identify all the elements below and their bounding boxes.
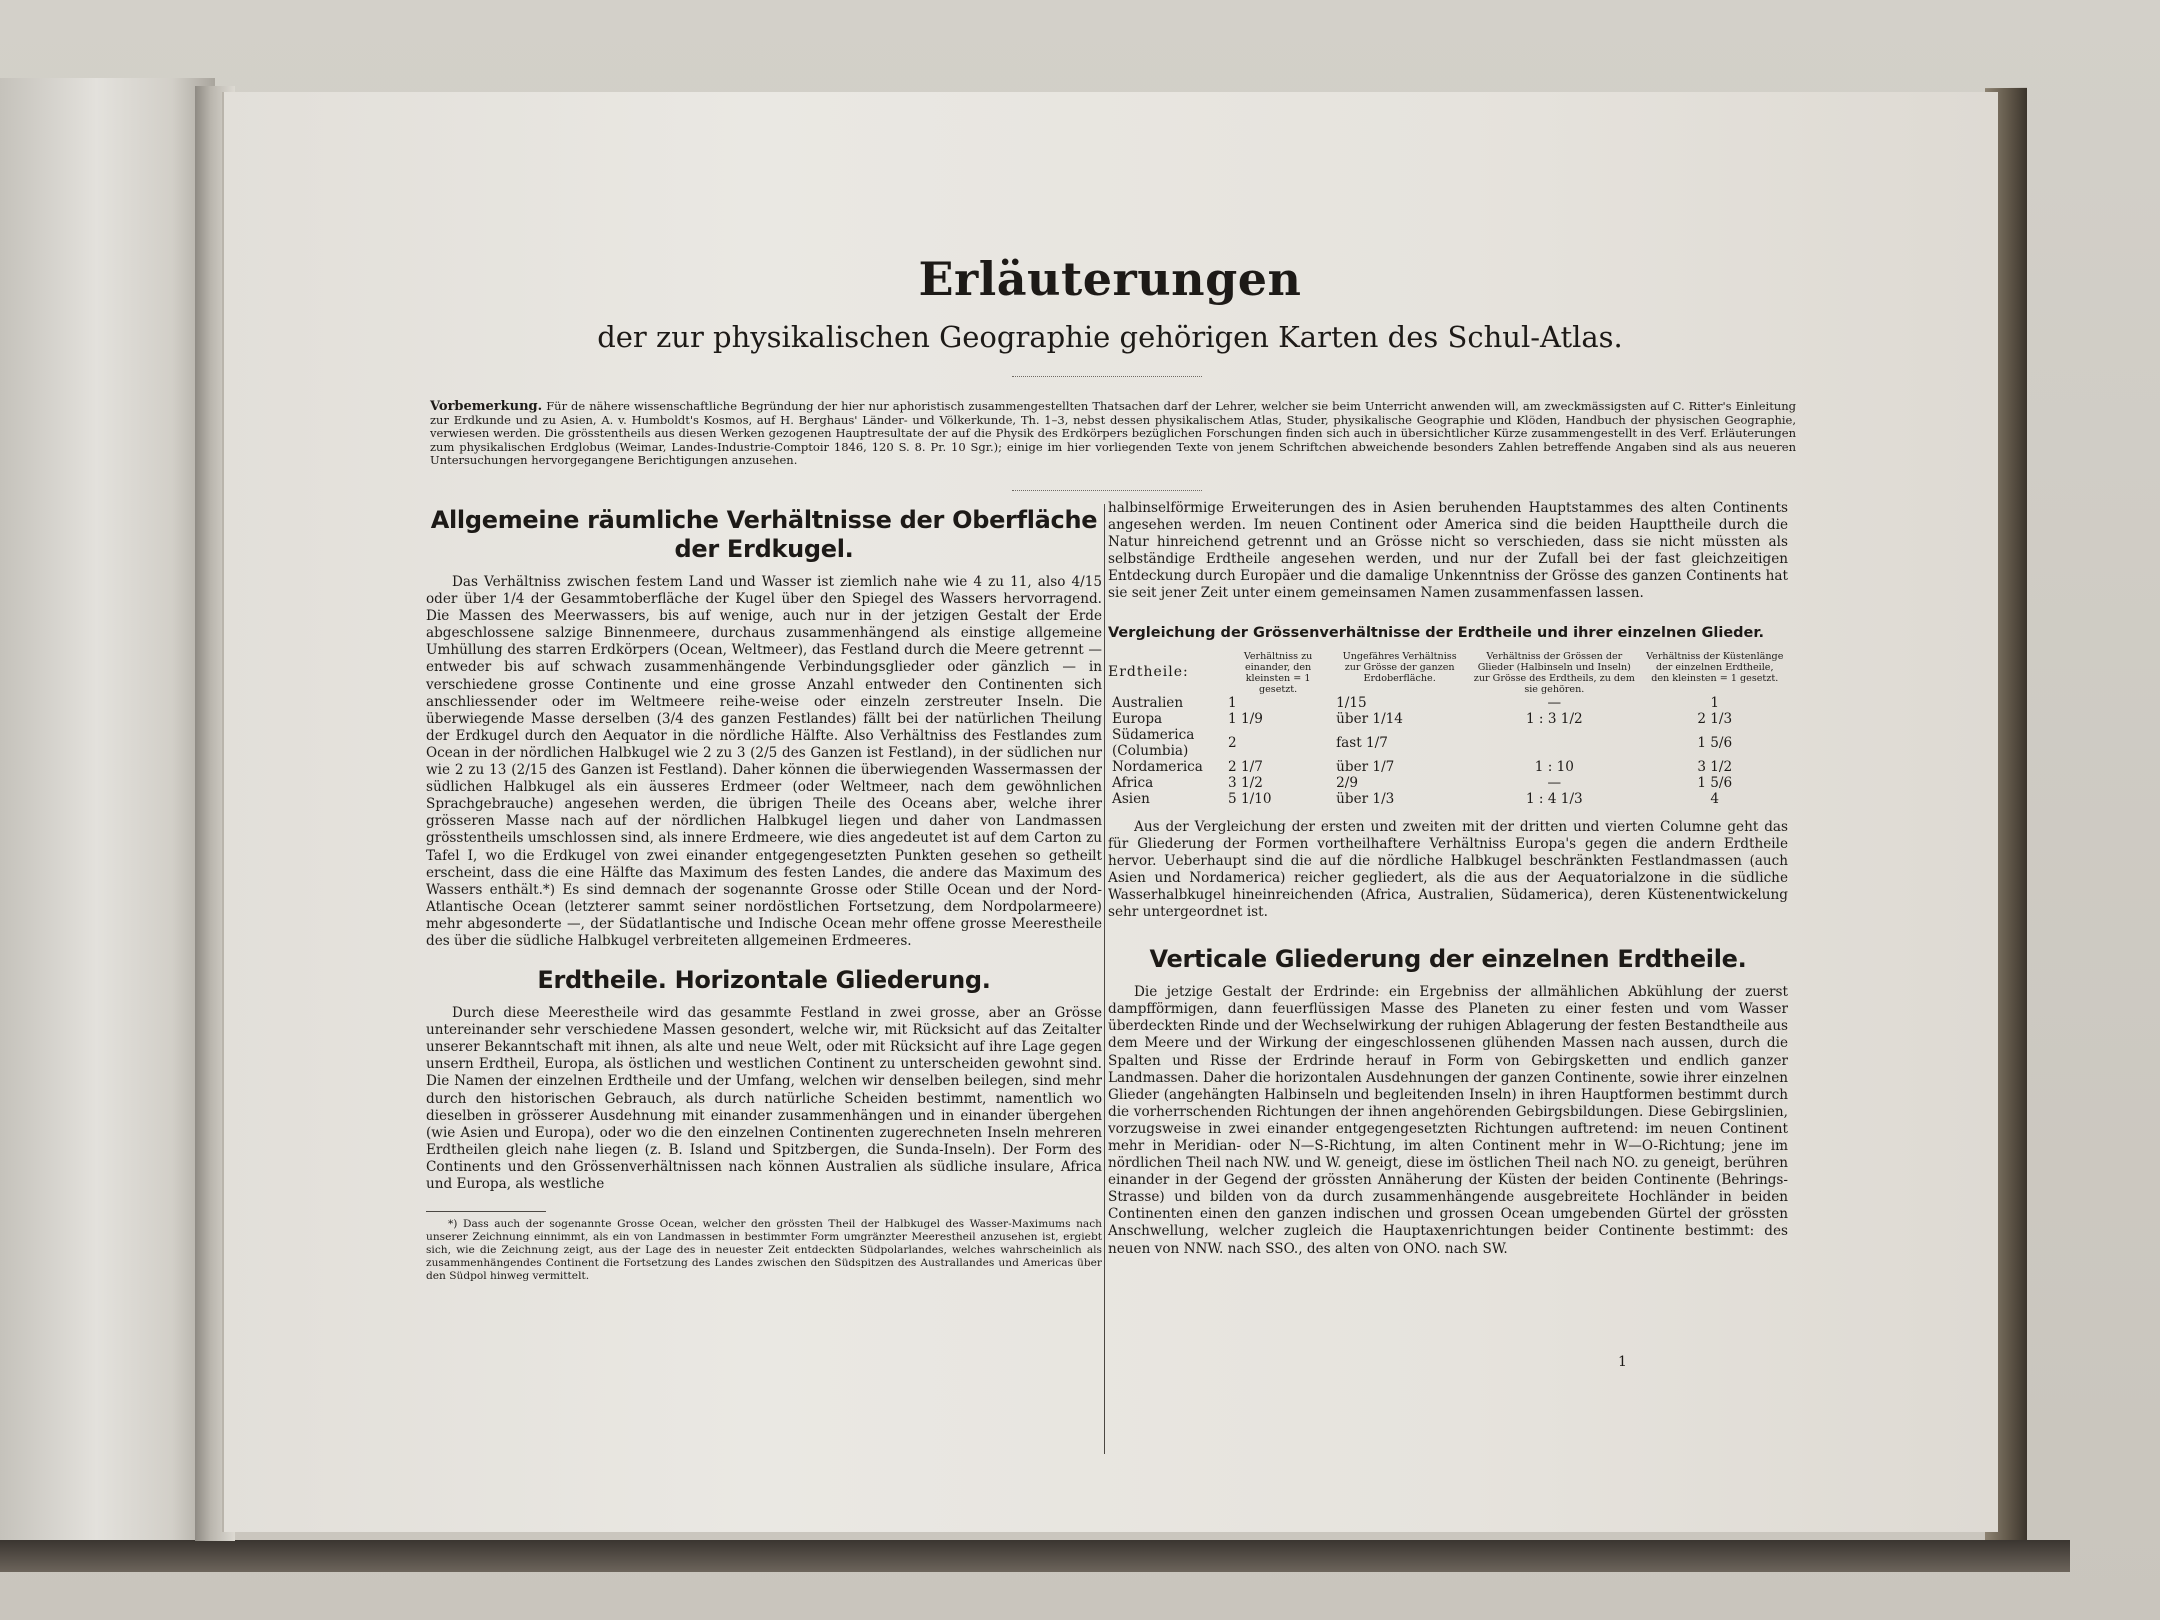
table-cell [1467,727,1641,759]
table-commentary: Aus der Vergleichung der ersten und zweiten mit der dritten und vierten Columne geht das für Gliederung der Formen vortheilhaftere Verhältniss Europa's gegen die andern Erdtheile hervor. Ueberhaupt sind die auf die nördliche Halbkugel beschränkten Festlandmassen (auch Asien und Nordamerica) reicher gegliedert, als die aus der Aequatorialzone in die südliche Wasserhalbkugel hineinreichenden (Africa, Australien, Südamerica), deren Küstenentwickelung sehr untergeordnet ist. [1108,818,1788,921]
table-cell: 2 1/7 [1228,758,1263,775]
table-cell: 1 [1710,694,1720,711]
table-row [1108,711,1788,727]
table-row [1108,695,1788,711]
book-cover-bottom [0,1540,2070,1572]
left-page-edge [0,78,215,1540]
preliminary-note-text: Für de nähere wissenschaftliche Begründung der hier nur aphoristisch zusammengestellten Thatsachen darf der Lehrer, welcher sie beim Unterricht anwenden will, am zweckmässigsten auf C. Ritter's Einleitung zur Erdkunde und zu Asien, A. v. Humboldt's Kosmos, auf H. Berghaus' Länder- und Völkerkunde, Th. 1–3, nebst dessen physikalischem Atlas, Studer, physikalische Geographie und Klöden, Handbuch der physischen Geographie, verwiesen werden. Die grösstentheils aus diesen Werken gezogenen Hauptresultate der auf die Physik des Erdkörpers bezüglichen Forschungen finden sich auch in übersichtlicher Kürze zusammengestellt in des Verf. Erläuterungen zum physikalischen Erdglobus (Weimar, Landes-Industrie-Comptoir 1846, 120 S. 8. Pr. 10 Sgr.); einige im hier vorliegenden Texte von jenem Schriftchen abweichende besonders Zahlen betreffende Angaben sind als aus neueren Untersuchungen hervorgegangene Berichtigungen anzusehen. [430,399,1797,467]
table-cell: über 1/7 [1336,758,1395,775]
table-cell-name: Südamerica (Columbia) [1112,726,1195,759]
table-column-header: Verhältniss zu einander, den kleinsten = 1 gesetzt. [1243,650,1313,695]
table-cell: — [1547,694,1562,711]
section-heading-general: Allgemeine räumliche Verhältnisse der Oberfläche der Erdkugel. [430,506,1098,563]
section-heading-vertical: Verticale Gliederung der einzelnen Erdtheile. [1149,945,1747,974]
table-cell: 5 1/10 [1228,790,1272,807]
table-row [1108,775,1788,791]
table-cell: 1 1/9 [1228,710,1263,727]
table-cell: 1 5/6 [1697,734,1733,751]
section-text-general: Das Verhältniss zwischen festem Land und Wasser ist ziemlich nahe wie 4 zu 11, also 4/15 oder über 1/4 der Gesammtoberfläche der Kugel über den Spiegel des Wassers hervorragend. Die Massen des Meerwassers, bis auf wenige, auch nur in der jetzigen Gestalt der Erde abgeschlossene salzige Binnenmeere, durchaus zusammenhängend als einstige allgemeine Umhüllung des starren Erdkörpers (Ocean, Weltmeer), das Festland durch die Meere getrennt — entweder bis auf schwach zusammenhängende Verbindungsglieder oder gänzlich — in verschiedene grosse Continente und eine grosse Anzahl entweder den Continenten sich anschliessender oder im Weltmeere reihe-weise oder einzeln zerstreuter Inseln. Die überwiegende Masse derselben (3/4 des ganzen Festlandes) fällt bei der natürlichen Theilung der Erdkugel durch den Aequator in die nördliche Hälfte. Also Verhältniss des Festlandes zum Ocean in der nördlichen Halbkugel wie 2 zu 3 (2/5 des Ganzen ist Festland), in der südlichen nur wie 2 zu 13 (2/15 des Ganzen ist Festland). Daher können die überwiegenden Wassermassen der südlichen Halbkugel als ein äusseres Erdmeer (oder Weltmeer, nach dem gewöhnlichen Sprachgebrauche) angesehen werden, die übrigen Theile des Oceans aber, welche ihrer grösseren Masse nach auf der nördlichen Halbkugel liegen und daher von Landmassen grösstentheils umschlossen sind, als innere Erdmeere, wie dies angedeutet ist auf dem Carton zu Tafel I, wo die Erdkugel von zwei einander entgegengesetzten Punkten gesehen so getheilt erscheint, dass die eine Hälfte das Maximum des festen Landes, die andere das Maximum des Wassers enthält.*) Es sind demnach der sogenannte Grosse oder Stille Ocean und der Nord-Atlantische Ocean (letzterer sammt seiner nordöstlichen Fortsetzung, dem Nordpolarmeere) mehr abgesonderte —, der Südatlantische und Indische Ocean mehr offene grosse Meerestheile des über die südliche Halbkugel verbreiteten allgemeinen Erdmeeres. [426,574,1102,949]
table-cell: 1/15 [1336,694,1367,711]
table-cell: 3 1/2 [1228,774,1263,791]
table-cell: 1 : 10 [1534,758,1574,775]
table-cell: 2 1/3 [1697,710,1733,727]
footnote: *) Dass auch der sogenannte Grosse Ocean, welcher den grössten Theil der Halbkugel des Wasser-Maximums nach unserer Zeichnung einnimmt, als ein von Landmassen in bestimmter Form umgränzter Meerestheil anzusehen ist, ergiebt sich, wie die Zeichnung zeigt, aus der Lage des in neuester Zeit entdeckten Südpolarlandes, welches wahrscheinlich als zusammenhängendes Continent die Fortsetzung des Landes zwischen den Südspitzen des Australlandes und Americas über den Südpol hinweg vermittelt. [426,1218,1102,1283]
table-cell: 1 [1228,694,1237,711]
table-column-header: Ungefähres Verhältniss zur Grösse der ganzen Erdoberfläche. [1342,650,1457,684]
table-cell-name: Australien [1112,694,1184,711]
page-number: 1 [1618,1354,1627,1370]
comparison-table [1108,651,1788,807]
table-column-header: Verhältniss der Grössen der Glieder (Halbinseln und Inseln) zur Grösse des Erdtheils, zu dem sie gehören. [1473,650,1635,695]
page-subtitle: der zur physikalischen Geographie gehörigen Karten des Schul-Atlas. [597,320,1623,354]
preliminary-note-lead: Vorbemerkung. [430,399,543,414]
note-divider [1012,490,1202,491]
left-column [426,506,1102,1283]
table-row-header: Erdtheile: [1108,664,1189,681]
section-text-vertical: Die jetzige Gestalt der Erdrinde: ein Ergebniss der allmählichen Abkühlung der zuerst dampfförmigen, dann feuerflüssigen Masse des Planeten zu einer festen und vom Wasser überdeckten Rinde und der Wechselwirkung der ruhigen Ablagerung der festen Bestandtheile aus dem Meere und der Wirkung der eingeschlossenen glühenden Massen nach aussen, durch die Spalten und Risse der Erdrinde herauf in Form von Gebirgsketten und endlich ganzer Landmassen. Daher die horizontalen Ausdehnungen der ganzen Continente, sowie ihrer einzelnen Glieder (angehängten Halbinseln und begleitenden Inseln) in ihren Hauptformen bestimmt durch die vorherrschenden Richtungen der ihnen angehörenden Gebirgsbildungen. Diese Gebirgslinien, vorzugsweise in zwei einander entgegengesetzten Richtungen auftretend: im neuen Continent mehr in Meridian- oder N—S-Richtung, im alten Continent mehr in W—O-Richtung; jene im nördlichen Theil nach NW. und W. geneigt, diese im östlichen Theil nach NO. zu geneigt, berühren einander in der Gegend der grössten Annäherung der Küsten der beiden Continente (Behrings-Strasse) und bilden von da durch zusammenhängende ausgebreitete Hochländer in beiden Continenten einen den ganzen indischen und grossen Ocean umgebenden Gürtel der grössten Anschwellung, welcher zugleich die Hauptaxenrichtungen beider Continente bestimmt: des neuen von NNW. nach SSO., des alten von ONO. nach SW. [1108,984,1788,1257]
table-cell: — [1547,774,1562,791]
page-title: Erläuterungen [918,252,1302,306]
table-cell: 3 1/2 [1697,758,1733,775]
table-column-header: Verhältniss der Küstenlänge der einzelnen Erdtheile, den kleinsten = 1 gesetzt. [1646,650,1784,684]
document-page [222,92,1998,1532]
table-heading: Vergleichung der Grössenverhältnisse der Erdtheile und ihrer einzelnen Glieder. [1108,624,1764,641]
table-cell: 1 : 3 1/2 [1525,710,1583,727]
table-cell-name: Asien [1112,790,1150,807]
table-cell: 1 : 4 1/3 [1525,790,1583,807]
table-row [1108,791,1788,807]
table-row [1108,759,1788,775]
preliminary-note [430,400,1796,468]
column-divider [1104,504,1105,1454]
table-cell: 2 [1228,734,1237,751]
continuation-text: halbinselförmige Erweiterungen des in Asien beruhenden Hauptstammes des alten Continents angesehen werden. Im neuen Continent oder America sind die beiden Haupttheile durch die Natur hinreichend getrennt und an Grösse nicht so verschieden, dass sie nicht müssten als selbständige Erdtheile angesehen werden, und nur der Zufall bei der fast gleichzeitigen Entdeckung durch Europäer und die damalige Unkenntniss der Grösse des ganzen Continents hat sie seit jener Zeit unter einem gemeinsamen Namen zusammenfassen lassen. [1108,500,1788,602]
table-row [1108,727,1788,759]
right-column [1108,500,1788,1258]
section-heading-horizontal: Erdtheile. Horizontale Gliederung. [537,966,991,995]
title-divider [1012,376,1202,377]
table-cell: über 1/14 [1336,710,1403,727]
table-cell: 2/9 [1336,774,1358,791]
table-cell-name: Europa [1112,710,1163,727]
section-text-horizontal: Durch diese Meerestheile wird das gesammte Festland in zwei grosse, aber an Grösse untereinander sehr verschiedene Massen gesondert, welche wir, mit Rücksicht auf das Zeitalter unserer Bekanntschaft mit ihnen, als alte und neue Welt, oder mit Rücksicht auf ihre Lage gegen unsern Erdtheil, Europa, als östlichen und westlichen Continent zu unterscheiden gewohnt sind. Die Namen der einzelnen Erdtheile und der Umfang, welchen wir denselben beilegen, sind mehr durch den historischen Gebrauch, als durch natürliche Scheiden bestimmt, namentlich wo dieselben in grösserer Ausdehnung mit einander zusammenhängen und in einander übergehen (wie Asien und Europa), oder wo die den einzelnen Continenten zugerechneten Inseln mehreren Erdtheilen gleich nahe liegen (z. B. Island und Spitzbergen, die Sunda-Inseln). Der Form des Continents und den Grössenverhältnissen nach können Australien als südliche insulare, Africa und Europa, als westliche [426,1005,1102,1192]
table-cell-name: Africa [1112,774,1154,791]
table-cell: über 1/3 [1336,790,1395,807]
table-cell: 4 [1710,790,1720,807]
table-cell: 1 5/6 [1697,774,1733,791]
footnote-rule [426,1211,546,1212]
table-cell-name: Nordamerica [1112,758,1203,775]
table-cell: fast 1/7 [1336,734,1388,751]
